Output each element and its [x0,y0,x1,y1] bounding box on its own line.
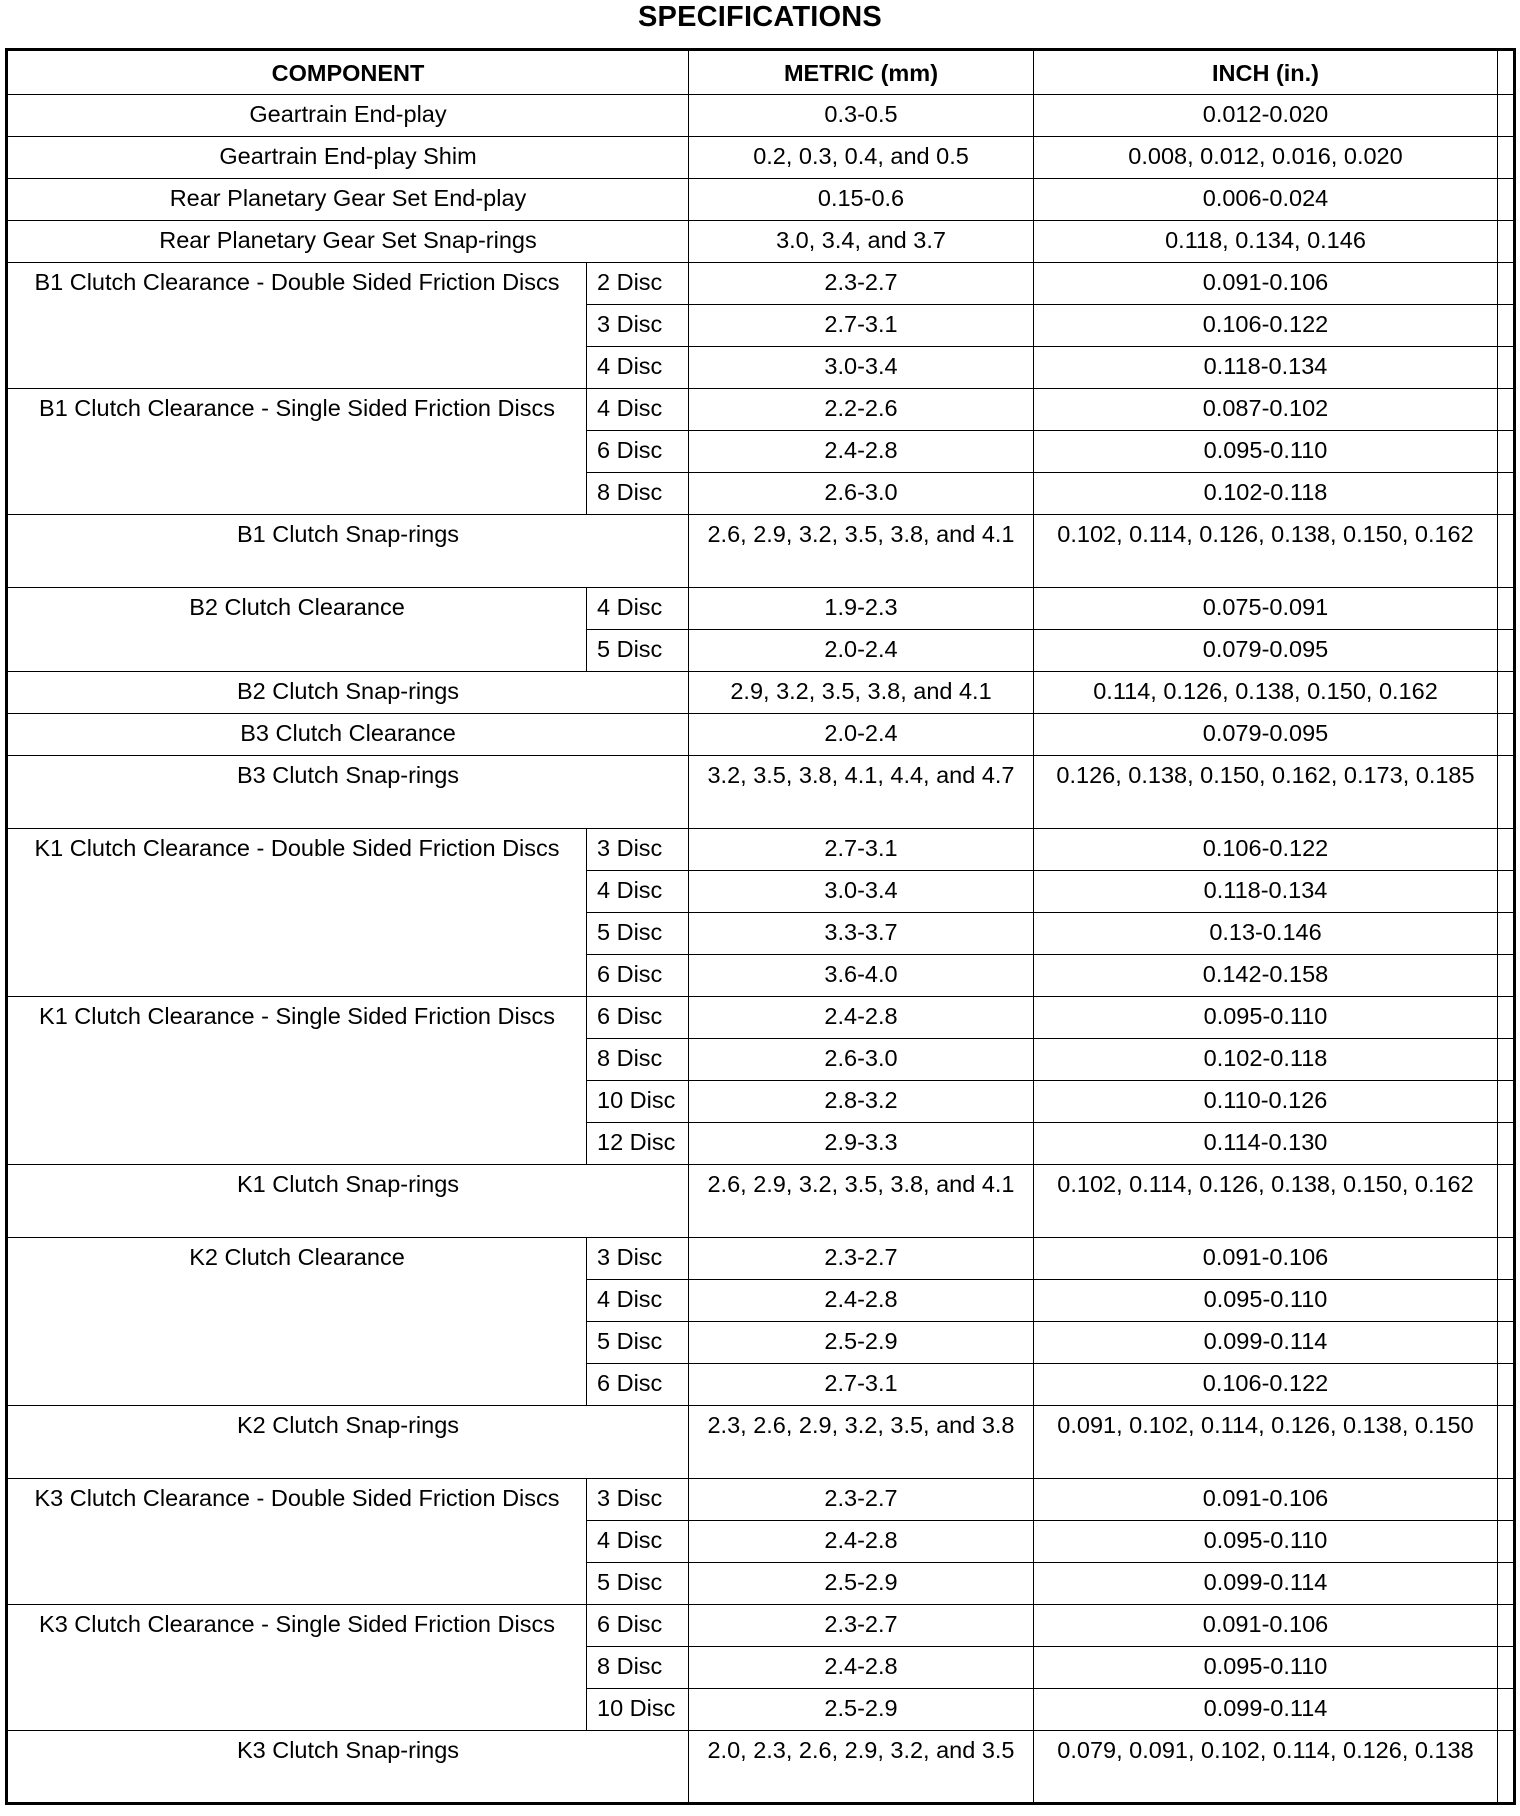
inch-cell: 0.075-0.091 [1034,588,1498,630]
metric-cell: 3.0-3.4 [689,871,1034,913]
component-cell: K1 Clutch Clearance - Single Sided Friction Discs [7,997,587,1165]
metric-cell: 3.2, 3.5, 3.8, 4.1, 4.4, and 4.7 [689,756,1034,829]
metric-cell: 2.4-2.8 [689,431,1034,473]
metric-cell: 2.3, 2.6, 2.9, 3.2, 3.5, and 3.8 [689,1406,1034,1479]
inch-cell: 0.126, 0.138, 0.150, 0.162, 0.173, 0.185 [1034,756,1498,829]
extra-cell [1498,1322,1515,1364]
disc-cell: 2 Disc [587,263,689,305]
metric-cell: 2.0-2.4 [689,714,1034,756]
table-row [7,95,1515,137]
disc-cell: 3 Disc [587,1238,689,1280]
metric-cell: 2.9, 3.2, 3.5, 3.8, and 4.1 [689,672,1034,714]
table-row [7,1479,1515,1521]
inch-cell: 0.118-0.134 [1034,871,1498,913]
metric-cell: 2.2-2.6 [689,389,1034,431]
inch-cell: 0.095-0.110 [1034,431,1498,473]
component-cell: Rear Planetary Gear Set End-play [7,179,689,221]
metric-cell: 2.4-2.8 [689,997,1034,1039]
extra-cell [1498,1689,1515,1731]
disc-cell: 4 Disc [587,347,689,389]
metric-cell: 2.0-2.4 [689,630,1034,672]
component-cell: K1 Clutch Snap-rings [7,1165,689,1238]
metric-cell: 3.0-3.4 [689,347,1034,389]
extra-cell [1498,221,1515,263]
metric-cell: 2.9-3.3 [689,1123,1034,1165]
inch-cell: 0.095-0.110 [1034,997,1498,1039]
metric-cell: 2.5-2.9 [689,1563,1034,1605]
component-cell: K3 Clutch Snap-rings [7,1731,689,1804]
metric-cell: 2.6-3.0 [689,473,1034,515]
metric-cell: 2.3-2.7 [689,1238,1034,1280]
table-row [7,221,1515,263]
inch-cell: 0.102-0.118 [1034,473,1498,515]
extra-cell [1498,1731,1515,1804]
extra-cell [1498,95,1515,137]
metric-cell: 2.7-3.1 [689,829,1034,871]
disc-cell: 10 Disc [587,1689,689,1731]
disc-cell: 4 Disc [587,389,689,431]
disc-cell: 3 Disc [587,305,689,347]
table-row [7,137,1515,179]
inch-cell: 0.106-0.122 [1034,829,1498,871]
extra-cell [1498,1123,1515,1165]
extra-cell [1498,515,1515,588]
metric-cell: 2.3-2.7 [689,1479,1034,1521]
extra-cell [1498,997,1515,1039]
extra-cell [1498,1521,1515,1563]
inch-cell: 0.008, 0.012, 0.016, 0.020 [1034,137,1498,179]
inch-cell: 0.079-0.095 [1034,714,1498,756]
disc-cell: 5 Disc [587,1563,689,1605]
metric-cell: 2.4-2.8 [689,1521,1034,1563]
table-row [7,829,1515,871]
disc-cell: 8 Disc [587,1647,689,1689]
component-cell: K1 Clutch Clearance - Double Sided Friction Discs [7,829,587,997]
inch-cell: 0.006-0.024 [1034,179,1498,221]
inch-cell: 0.091, 0.102, 0.114, 0.126, 0.138, 0.150 [1034,1406,1498,1479]
disc-cell: 12 Disc [587,1123,689,1165]
component-cell: K2 Clutch Snap-rings [7,1406,689,1479]
table-row [7,1605,1515,1647]
inch-cell: 0.102-0.118 [1034,1039,1498,1081]
disc-cell: 8 Disc [587,1039,689,1081]
extra-cell [1498,179,1515,221]
header-extra [1498,50,1515,95]
spec-body [7,95,1515,1804]
extra-cell [1498,305,1515,347]
metric-cell: 2.7-3.1 [689,305,1034,347]
metric-cell: 2.4-2.8 [689,1280,1034,1322]
inch-cell: 0.118, 0.134, 0.146 [1034,221,1498,263]
inch-cell: 0.079-0.095 [1034,630,1498,672]
extra-cell [1498,829,1515,871]
inch-cell: 0.095-0.110 [1034,1521,1498,1563]
metric-cell: 2.6, 2.9, 3.2, 3.5, 3.8, and 4.1 [689,515,1034,588]
inch-cell: 0.114-0.130 [1034,1123,1498,1165]
metric-cell: 0.15-0.6 [689,179,1034,221]
component-cell: Geartrain End-play [7,95,689,137]
inch-cell: 0.099-0.114 [1034,1563,1498,1605]
extra-cell [1498,1280,1515,1322]
inch-cell: 0.114, 0.126, 0.138, 0.150, 0.162 [1034,672,1498,714]
extra-cell [1498,1406,1515,1479]
inch-cell: 0.091-0.106 [1034,1479,1498,1521]
inch-cell: 0.095-0.110 [1034,1280,1498,1322]
component-cell: B2 Clutch Clearance [7,588,587,672]
disc-cell: 4 Disc [587,588,689,630]
inch-cell: 0.106-0.122 [1034,1364,1498,1406]
table-row [7,1406,1515,1479]
table-row [7,179,1515,221]
metric-cell: 0.3-0.5 [689,95,1034,137]
header-component: COMPONENT [7,50,689,95]
inch-cell: 0.091-0.106 [1034,1238,1498,1280]
inch-cell: 0.079, 0.091, 0.102, 0.114, 0.126, 0.138 [1034,1731,1498,1804]
extra-cell [1498,389,1515,431]
header-inch: INCH (in.) [1034,50,1498,95]
metric-cell: 2.8-3.2 [689,1081,1034,1123]
metric-cell: 3.6-4.0 [689,955,1034,997]
disc-cell: 6 Disc [587,431,689,473]
inch-cell: 0.110-0.126 [1034,1081,1498,1123]
extra-cell [1498,672,1515,714]
extra-cell [1498,1165,1515,1238]
disc-cell: 4 Disc [587,1521,689,1563]
inch-cell: 0.099-0.114 [1034,1689,1498,1731]
component-cell: B3 Clutch Snap-rings [7,756,689,829]
metric-cell: 2.4-2.8 [689,1647,1034,1689]
extra-cell [1498,1039,1515,1081]
disc-cell: 4 Disc [587,1280,689,1322]
metric-cell: 2.6, 2.9, 3.2, 3.5, 3.8, and 4.1 [689,1165,1034,1238]
table-row [7,389,1515,431]
metric-cell: 2.3-2.7 [689,263,1034,305]
extra-cell [1498,137,1515,179]
disc-cell: 3 Disc [587,1479,689,1521]
disc-cell: 6 Disc [587,997,689,1039]
extra-cell [1498,588,1515,630]
disc-cell: 5 Disc [587,630,689,672]
header-metric: METRIC (mm) [689,50,1034,95]
metric-cell: 2.3-2.7 [689,1605,1034,1647]
extra-cell [1498,630,1515,672]
extra-cell [1498,263,1515,305]
spec-table [5,48,1516,1805]
disc-cell: 3 Disc [587,829,689,871]
disc-cell: 8 Disc [587,473,689,515]
metric-cell: 2.0, 2.3, 2.6, 2.9, 3.2, and 3.5 [689,1731,1034,1804]
table-row [7,588,1515,630]
component-cell: B1 Clutch Clearance - Double Sided Friction Discs [7,263,587,389]
metric-cell: 2.6-3.0 [689,1039,1034,1081]
component-cell: K2 Clutch Clearance [7,1238,587,1406]
disc-cell: 5 Disc [587,913,689,955]
disc-cell: 4 Disc [587,871,689,913]
inch-cell: 0.012-0.020 [1034,95,1498,137]
component-cell: Rear Planetary Gear Set Snap-rings [7,221,689,263]
disc-cell: 6 Disc [587,1605,689,1647]
metric-cell: 2.5-2.9 [689,1689,1034,1731]
table-row [7,1731,1515,1804]
component-cell: Geartrain End-play Shim [7,137,689,179]
extra-cell [1498,1563,1515,1605]
extra-cell [1498,1605,1515,1647]
extra-cell [1498,1647,1515,1689]
metric-cell: 3.0, 3.4, and 3.7 [689,221,1034,263]
component-cell: K3 Clutch Clearance - Double Sided Friction Discs [7,1479,587,1605]
component-cell: B1 Clutch Clearance - Single Sided Friction Discs [7,389,587,515]
extra-cell [1498,431,1515,473]
extra-cell [1498,1364,1515,1406]
metric-cell: 0.2, 0.3, 0.4, and 0.5 [689,137,1034,179]
table-row [7,756,1515,829]
component-cell: B1 Clutch Snap-rings [7,515,689,588]
extra-cell [1498,871,1515,913]
table-row [7,672,1515,714]
table-row [7,1238,1515,1280]
extra-cell [1498,1479,1515,1521]
table-row [7,714,1515,756]
inch-cell: 0.091-0.106 [1034,1605,1498,1647]
extra-cell [1498,756,1515,829]
table-row [7,515,1515,588]
extra-cell [1498,347,1515,389]
inch-cell: 0.118-0.134 [1034,347,1498,389]
disc-cell: 6 Disc [587,1364,689,1406]
disc-cell: 6 Disc [587,955,689,997]
page-title: SPECIFICATIONS [638,1,882,33]
inch-cell: 0.087-0.102 [1034,389,1498,431]
table-row [7,997,1515,1039]
extra-cell [1498,955,1515,997]
table-row [7,263,1515,305]
inch-cell: 0.13-0.146 [1034,913,1498,955]
metric-cell: 2.7-3.1 [689,1364,1034,1406]
inch-cell: 0.102, 0.114, 0.126, 0.138, 0.150, 0.162 [1034,1165,1498,1238]
metric-cell: 2.5-2.9 [689,1322,1034,1364]
component-cell: B3 Clutch Clearance [7,714,689,756]
extra-cell [1498,714,1515,756]
inch-cell: 0.099-0.114 [1034,1322,1498,1364]
extra-cell [1498,913,1515,955]
disc-cell: 10 Disc [587,1081,689,1123]
extra-cell [1498,1238,1515,1280]
disc-cell: 5 Disc [587,1322,689,1364]
component-cell: K3 Clutch Clearance - Single Sided Friction Discs [7,1605,587,1731]
inch-cell: 0.142-0.158 [1034,955,1498,997]
component-cell: B2 Clutch Snap-rings [7,672,689,714]
inch-cell: 0.106-0.122 [1034,305,1498,347]
extra-cell [1498,473,1515,515]
inch-cell: 0.095-0.110 [1034,1647,1498,1689]
inch-cell: 0.091-0.106 [1034,263,1498,305]
inch-cell: 0.102, 0.114, 0.126, 0.138, 0.150, 0.162 [1034,515,1498,588]
metric-cell: 1.9-2.3 [689,588,1034,630]
extra-cell [1498,1081,1515,1123]
table-row [7,1165,1515,1238]
header-row [7,50,1515,95]
metric-cell: 3.3-3.7 [689,913,1034,955]
